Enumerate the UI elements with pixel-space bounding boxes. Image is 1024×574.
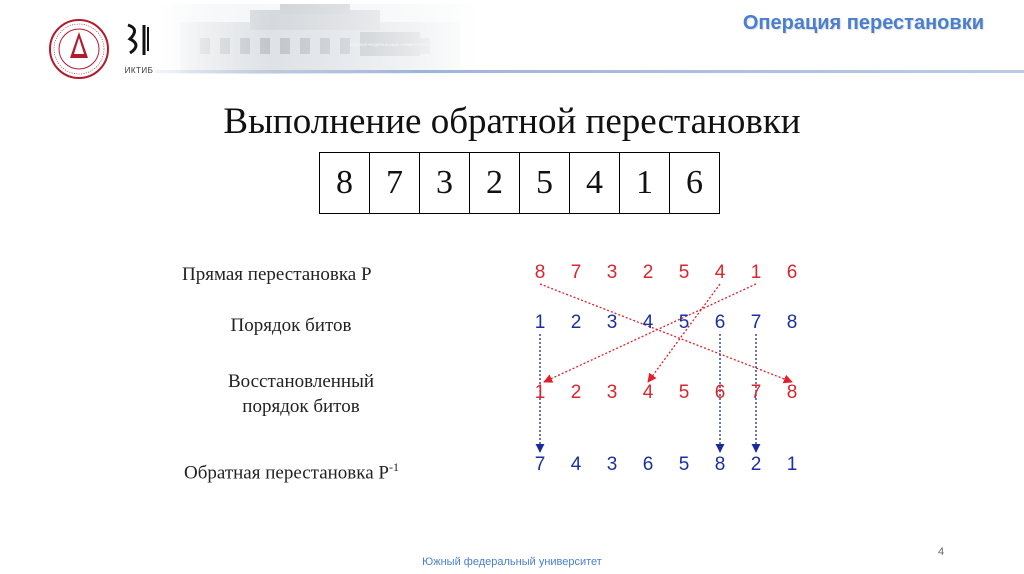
page-number: 4 <box>938 546 945 558</box>
university-building-image <box>160 4 480 74</box>
restored-row-digit: 4 <box>642 382 654 403</box>
table-cell: 1 <box>620 153 670 214</box>
inverse-row-digit: 4 <box>570 454 582 475</box>
table-cell: 4 <box>570 153 620 214</box>
red-mapping-arrow <box>648 284 720 382</box>
direct-permutation-label: Прямая перестановка P <box>182 264 372 285</box>
order-row-digit: 1 <box>534 312 546 333</box>
order-row-digit: 3 <box>606 312 618 333</box>
order-row-digit: 2 <box>570 312 582 333</box>
direct-row-digit: 8 <box>534 262 546 283</box>
header-divider <box>155 70 1024 73</box>
table-cell: 3 <box>420 153 470 214</box>
restored-row-digit: 3 <box>606 382 618 403</box>
restored-order-label <box>196 369 406 419</box>
inverse-label-text: Обратная перестановка P <box>184 462 389 484</box>
direct-row-digit: 7 <box>570 262 582 283</box>
slide-title: Выполнение обратной перестановки <box>223 101 801 142</box>
direct-row-digit: 1 <box>750 262 762 283</box>
restored-row-digit: 1 <box>534 382 546 403</box>
order-row-digit: 6 <box>714 312 726 333</box>
direct-row-digit: 5 <box>678 262 690 283</box>
inverse-permutation-label <box>184 455 464 485</box>
bit-order-label: Порядок битов <box>230 315 352 336</box>
university-logo <box>48 18 110 80</box>
restored-label-line: Восстановленный <box>227 371 375 392</box>
table-cell: 2 <box>470 153 520 214</box>
header-title: Операция перестановки <box>742 12 984 34</box>
direct-row-digit: 3 <box>606 262 618 283</box>
table-cell: 8 <box>320 153 370 214</box>
table-cell: 6 <box>670 153 720 214</box>
inverse-permutation-table <box>319 152 720 214</box>
inverse-row-digit: 1 <box>786 454 798 475</box>
inverse-row-digit: 3 <box>606 454 618 475</box>
footer-university: Южный федеральный университет <box>422 556 602 568</box>
permutation-diagram <box>520 250 820 480</box>
inverse-row-digit: 8 <box>714 454 726 475</box>
order-row-digit: 7 <box>750 312 762 333</box>
inverse-row-digit: 6 <box>642 454 654 475</box>
order-row-digit: 5 <box>678 312 690 333</box>
direct-row-digit: 4 <box>714 262 726 283</box>
restored-row-digit: 5 <box>678 382 690 403</box>
table-cell: 7 <box>370 153 420 214</box>
restored-row-digit: 8 <box>786 382 798 403</box>
restored-label-line: порядок битов <box>242 396 360 417</box>
inverse-row-digit: 2 <box>750 454 762 475</box>
inverse-label-superscript: -1 <box>388 460 399 474</box>
restored-row-digit: 2 <box>570 382 582 403</box>
order-row-digit: 4 <box>642 312 654 333</box>
direct-row-digit: 6 <box>786 262 798 283</box>
direct-row-digit: 2 <box>642 262 654 283</box>
restored-row-digit: 6 <box>714 382 726 403</box>
inverse-row-digit: 5 <box>678 454 690 475</box>
institute-label: ИКТИБ <box>124 66 154 75</box>
red-mapping-arrow <box>544 284 756 382</box>
table-cell: 5 <box>520 153 570 214</box>
inverse-row-digit: 7 <box>534 454 546 475</box>
restored-row-digit: 7 <box>750 382 762 403</box>
order-row-digit: 8 <box>786 312 798 333</box>
slide-header <box>0 0 1024 80</box>
red-mapping-arrow <box>540 284 792 382</box>
